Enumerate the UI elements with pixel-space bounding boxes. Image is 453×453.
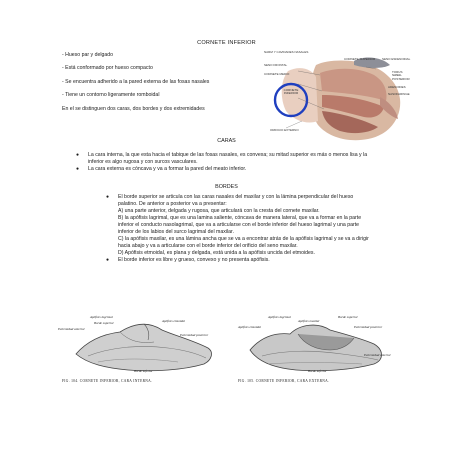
- figure-internal-face: [58, 314, 226, 386]
- fig2-label-apofisis-maxilar: Apófisis maxilar: [298, 319, 320, 323]
- label-seno-esfenoidal: SENO ESFENOIDAL: [382, 57, 411, 61]
- bullet-icon: ●: [106, 257, 110, 263]
- list-item: [76, 166, 376, 173]
- caras-heading: CARAS: [217, 138, 236, 144]
- bullet-icon: ●: [76, 152, 80, 158]
- bordes-heading: BORDES: [215, 184, 238, 190]
- fig2-label-borde-inferior: Borde inferior: [308, 369, 327, 373]
- label-cornete-superior: CORNETE SUPERIOR: [344, 57, 376, 61]
- nasal-cavity-illustration: [258, 50, 411, 143]
- bordes-item-text: El borde inferior es libre y grueso, convexo y no presenta apófisis.: [118, 257, 270, 263]
- label-cornete-inferior: CORNETE INFERIOR: [283, 88, 299, 96]
- intro-line: - Se encuentra adherido a la pared externa de las fosas nasales: [62, 78, 210, 85]
- caras-item-text: La cara interna, la que esta hacia el tabique de las fosas nasales, es convexa; su mitad superior es más o menos lisa y la inferior es algo rugosa y con surcos vasculares.: [88, 152, 368, 165]
- intro-line: En el se distinguen dos caras, dos bordes y dos extremidades: [62, 105, 205, 112]
- bordes-list: [106, 194, 371, 264]
- fig1-label-apofisis-lagrimal: Apófisis lagrimal: [90, 315, 113, 319]
- fig2-label-apofisis-etmoidal: Apófisis etmoidal: [238, 325, 261, 329]
- fig2-label-apofisis-lagrimal: Apófisis lagrimal: [268, 315, 291, 319]
- fig2-label-extremidad-anterior: Extremidad anterior: [364, 353, 391, 357]
- bullet-icon: ●: [76, 166, 80, 172]
- fig1-label-borde-inferior: Borde inferior: [134, 369, 153, 373]
- caras-item-text: La cara externa es cóncava y va a formar la pared del meato inferior.: [88, 166, 247, 172]
- list-item: [106, 257, 371, 264]
- list-item: [76, 152, 376, 166]
- fig1-label-extremidad-posterior: Extremidad posterior: [180, 333, 209, 337]
- figure-105-caption: FIG. 105. CORNETE INFERIOR, CARA EXTERNA.: [238, 379, 330, 383]
- label-seno-frontal: SENO FRONTAL: [264, 63, 288, 67]
- label-torus-nasal: TORUS NASAL POSTERIOR: [392, 70, 410, 81]
- bone-figures: [58, 314, 398, 386]
- figure-104-caption: FIG. 104. CORNETE INFERIOR, CARA INTERNA.: [62, 379, 153, 383]
- figure-external-face: [238, 314, 398, 386]
- intro-line: - Hueso par y delgado: [62, 52, 114, 58]
- label-adenoides: ADENOIDES: [388, 85, 406, 89]
- figure-header: NARIZ Y CAVIDADES NASALES: [264, 50, 309, 54]
- fig1-label-apofisis-etmoidal: Apófisis etmoidal: [162, 319, 185, 323]
- fig2-label-borde-superior: Borde superior: [338, 315, 358, 319]
- label-cornete-medio: CORNETE MEDIO: [264, 72, 290, 76]
- label-nasofaringe: NASOFARINGE: [388, 92, 410, 96]
- intro-line: - Tiene un contorno ligeramente romboidal: [62, 92, 160, 99]
- bullet-icon: ●: [106, 194, 110, 200]
- list-item: [106, 194, 371, 257]
- intro-line: - Está conformado por hueso compacto: [62, 65, 153, 72]
- fig1-label-extremidad-anterior: Extremidad anterior: [58, 327, 85, 331]
- intro-notes: [62, 52, 257, 119]
- label-orificio-externo: ORIFICIO EXTERNO: [270, 128, 299, 132]
- fig2-label-extremidad-posterior: Extremidad posterior: [354, 325, 383, 329]
- page-title: CORNETE INFERIOR: [197, 40, 256, 46]
- caras-list: [76, 152, 376, 173]
- bordes-item-text: El borde superior se articula con las caras nasales del maxilar y con la lámina perpendicular del hueso palatino. De anterior a posterior va a presentar: A) una parte anterior, delgada y rugosa, que articulará con la cresta del cornete maxilar. B) la apófisis lagrimal, que es una lamina saliente, cóncava de manera lateral, que va a formar en la parte inferior el conducto nasolagrimal, que va a articularse con el borde inferior del hueso lagrimal y una parte inferior de los labios del surco lagrimal del maxilar. C) la apófisis maxilar, es una lámina ancha que se va a encontrar atrás de la apófisis lagrimal y se va a dirigir hacia abajo y va a articularse con el borde inferior del orificio del seno maxilar. D) Apófisis etmoidal, es plana y delgada, está unida a la apófisis uncida del etmoides.: [118, 194, 369, 256]
- fig1-label-borde-superior: Borde superior: [94, 321, 114, 325]
